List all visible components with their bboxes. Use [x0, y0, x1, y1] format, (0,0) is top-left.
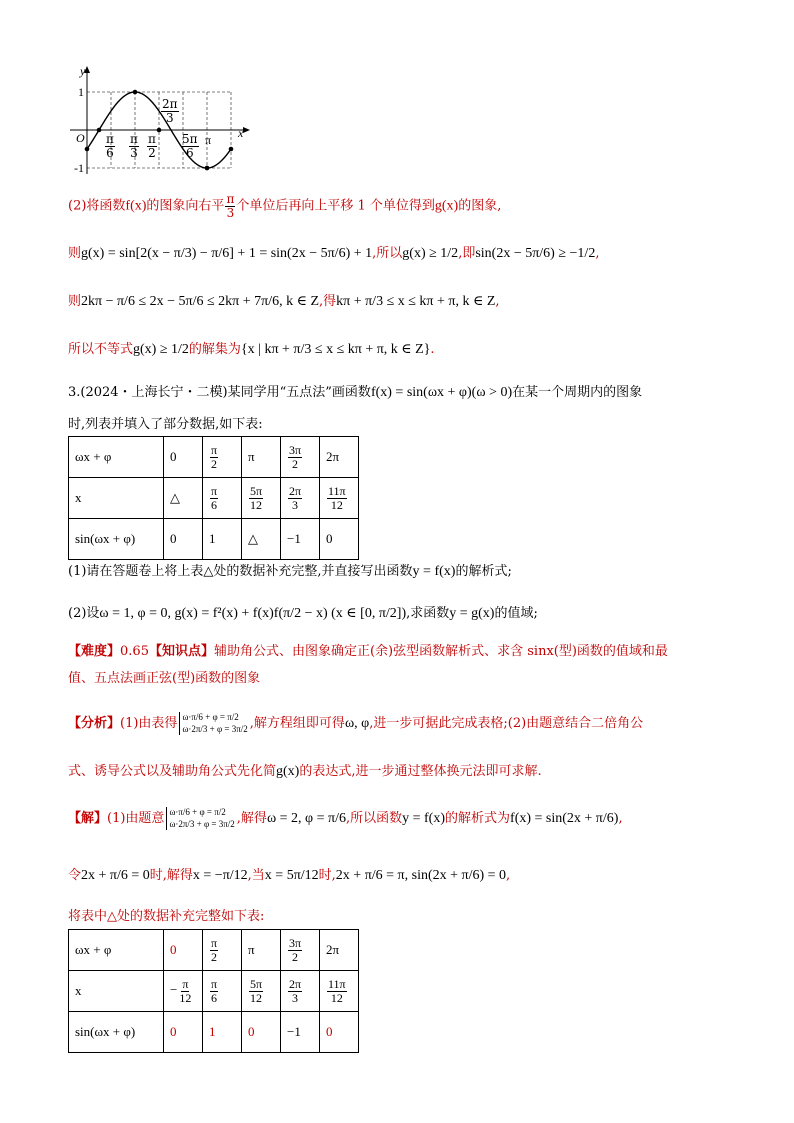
q3-line1: 3.(2024・上海长宁・二模)某同学用“五点法”画函数f(x) = sin(ωx + φ)(ω > 0)在某一个周期内的图象: [68, 385, 643, 400]
table1-cell: x: [69, 478, 164, 519]
table1-cell: −1: [281, 519, 320, 560]
table-row: [69, 437, 359, 478]
table2-cell: 0: [164, 1012, 203, 1053]
part2-line4: 所以不等式g(x) ≥ 1/2的解集为{x | kπ + π/3 ≤ x ≤ kπ + π, k ∈ Z}.: [68, 342, 435, 357]
table1-cell: $\frac{\pi}{2}$: [203, 437, 242, 478]
knowledge-line1: 【难度】0.65【知识点】辅助角公式、由图象确定正(余)弦型函数解析式、求含 sinx(型)函数的值域和最: [68, 644, 668, 659]
graph-tick-m1: -1: [74, 161, 84, 175]
analysis-line1: 【分析】(1)由表得 ω·π/6 + φ = π/2 ω·2π/3 + φ = 3π/2 ,解方程组即可得ω, φ,进一步可据此完成表格;(2)由题意结合二倍角公: [68, 712, 644, 734]
table2-cell: π: [242, 930, 281, 971]
table1-cell: △: [164, 478, 203, 519]
graph-tick-pi3: $\frac{\pi}{3}$: [130, 132, 138, 160]
graph-y-label: y: [80, 64, 86, 78]
table2-cell: 0: [242, 1012, 281, 1053]
table2-cell: $\frac{\pi}{6}$: [203, 971, 242, 1012]
graph-tick-2pi3: $\frac{2\pi}{3}$: [162, 97, 178, 125]
table2-cell: $\frac{2\pi}{3}$: [281, 971, 320, 1012]
table-row: [69, 930, 359, 971]
table2-cell: 0: [320, 1012, 359, 1053]
q3-line2: 时,列表并填入了部分数据,如下表:: [68, 417, 263, 432]
table1-cell: π: [242, 437, 281, 478]
table2-cell: $\frac{\pi}{2}$: [203, 930, 242, 971]
table2-cell: x: [69, 971, 164, 1012]
table1-cell: 0: [164, 519, 203, 560]
knowledge-line2: 值、五点法画正弦(型)函数的图象: [68, 671, 261, 686]
table2-cell: $\frac{11\pi}{12}$: [320, 971, 359, 1012]
table2-cell: ωx + φ: [69, 930, 164, 971]
table-row: [69, 971, 359, 1012]
graph-tick-pi2: $\frac{\pi}{2}$: [148, 132, 156, 160]
table-row: [69, 478, 359, 519]
analysis-line2: 式、诱导公式以及辅助角公式先化简g(x)的表达式,进一步通过整体换元法即可求解.: [68, 764, 542, 779]
part2-line1: (2)将函数f(x)的图象向右平 $\frac{\pi}{3}$ 个单位后再向上平移 1 个单位得到g(x)的图象,: [68, 192, 502, 220]
part2-line3: 则2kπ − π/6 ≤ 2x − 5π/6 ≤ 2kπ + 7π/6, k ∈ Z,得kπ + π/3 ≤ x ≤ kπ + π, k ∈ Z,: [68, 294, 500, 309]
table2-cell: $\frac{3\pi}{2}$: [281, 930, 320, 971]
table2-cell: 2π: [320, 930, 359, 971]
q3-sub1: (1)请在答题卷上将上表△处的数据补充完整,并直接写出函数y = f(x)的解析式;: [68, 564, 512, 579]
table2-cell: sin(ωx + φ): [69, 1012, 164, 1053]
table1-cell: 0: [164, 437, 203, 478]
solution-line1: 【解】(1)由题意 ω·π/6 + φ = π/2 ω·2π/3 + φ = 3π/2 ,解得ω = 2, φ = π/6,所以函数y = f(x)的解析式为f(x) = sin(2x + π/6),: [68, 807, 623, 829]
graph-tick-pi: π: [205, 133, 212, 147]
table1-cell: 0: [320, 519, 359, 560]
table1-cell: ωx + φ: [69, 437, 164, 478]
table1-cell: △: [242, 519, 281, 560]
table1-cell: $\frac{2\pi}{3}$: [281, 478, 320, 519]
table-row: [69, 1012, 359, 1053]
q3-sub2: (2)设ω = 1, φ = 0, g(x) = f²(x) + f(x)f(π/2 − x) (x ∈ [0, π/2]),求函数y = g(x)的值域;: [68, 606, 538, 621]
solution-line2: 令2x + π/6 = 0时,解得x = −π/12,当x = 5π/12时,2x + π/6 = π, sin(2x + π/6) = 0,: [68, 868, 511, 883]
table2-cell: 1: [203, 1012, 242, 1053]
table1-cell: 2π: [320, 437, 359, 478]
table1-cell: $\frac{\pi}{6}$: [203, 478, 242, 519]
graph-x-label: x: [238, 126, 244, 140]
graph-tick-pi6: $\frac{\pi}{6}$: [106, 132, 114, 160]
graph-tick-5pi6: $\frac{5\pi}{6}$: [182, 132, 198, 160]
graph-origin-label: O: [76, 131, 85, 145]
part2-line2: 则g(x) = sin[2(x − π/3) − π/6] + 1 = sin(2x − 5π/6) + 1,所以g(x) ≥ 1/2,即sin(2x − 5π/6) ≥ −1/2,: [68, 246, 600, 261]
graph-tick-1: 1: [78, 85, 84, 99]
table2-cell: −1: [281, 1012, 320, 1053]
data-table-2: [68, 929, 359, 1053]
table1-cell: $\frac{3\pi}{2}$: [281, 437, 320, 478]
table1-cell: 1: [203, 519, 242, 560]
table-row: [69, 519, 359, 560]
table1-cell: sin(ωx + φ): [69, 519, 164, 560]
table2-cell: − $\frac{\pi}{12}$: [164, 971, 203, 1012]
table2-cell: 0: [164, 930, 203, 971]
data-table-1: [68, 436, 359, 560]
table2-cell: $\frac{5\pi}{12}$: [242, 971, 281, 1012]
table1-cell: $\frac{11\pi}{12}$: [320, 478, 359, 519]
solution-line3: 将表中△处的数据补充完整如下表:: [68, 909, 265, 924]
table1-cell: $\frac{5\pi}{12}$: [242, 478, 281, 519]
